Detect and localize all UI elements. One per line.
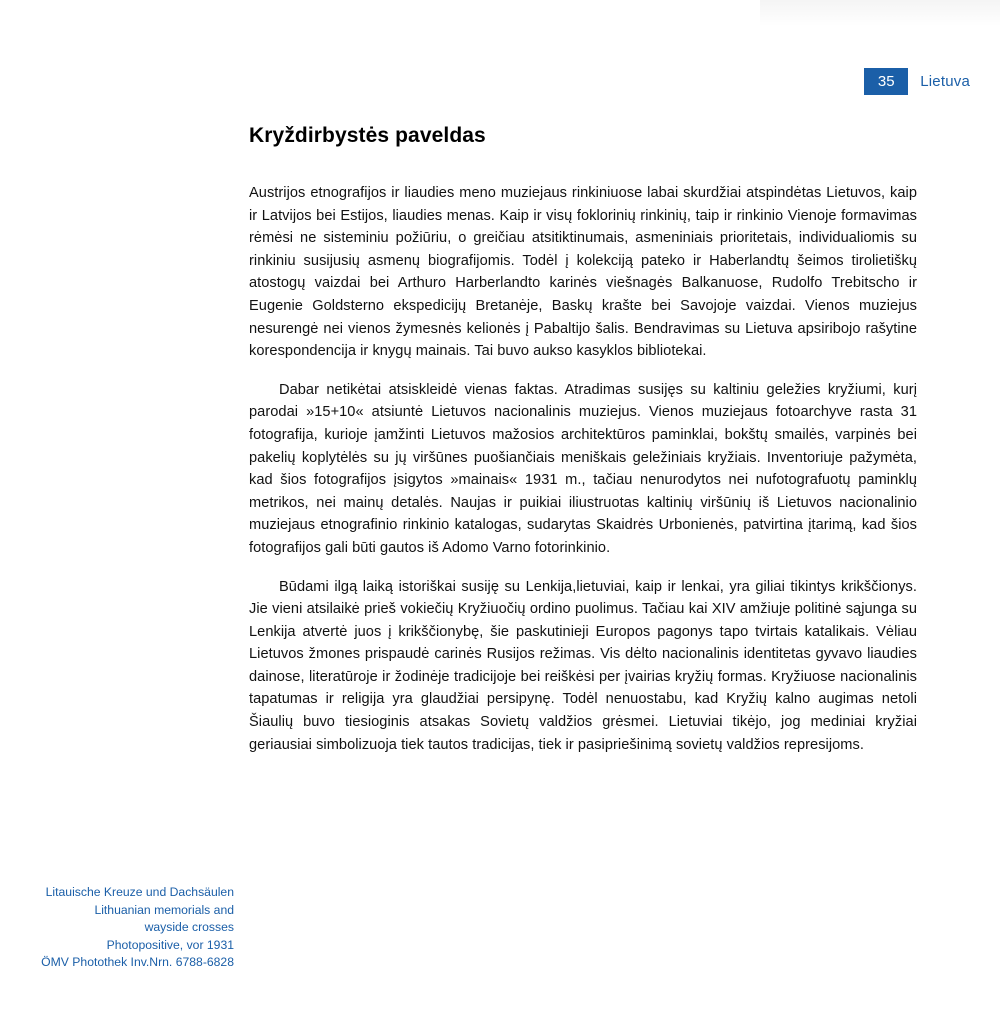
body-paragraph-2: Dabar netikėtai atsiskleidė vienas faktas. Atradimas susijęs su kaltiniu geležies kryžiumi, kurį parodai »15+10« atsiuntė Lietuvos nacionalinis muziejus. Vienos muziejaus fotoarchyve rasta 31 fotografija, kurioje įamžinti Lietuvos mažosios architektūros paminklai, bokštų smailės, varpinės bei pakelių koplytėlės su jų viršūnes puošiančiais meniškais geležiniais kryžiais. Inventoriuje pažymėta, kad šios fotografijos įsigytos »mainais« 1931 m., tačiau nenurodytos nei nufotografuotų paminklų metrikos, nei mainų detalės. Naujas ir puikiai iliustruotas kaltinių viršūnių iš Lietuvos nacionalinio muziejaus etnografinio rinkinio katalogas, sudarytas Skaidrės Urbonienės, patvirtina įtarimą, kad šios fotografijos gali būti gautos iš Adomo Varno fotorinkinio. xyxy=(249,381,917,556)
header-country-label: Lietuva xyxy=(920,73,970,90)
caption-line-1: Litauische Kreuze und Dachsäulen xyxy=(45,885,234,899)
scan-edge-artifact xyxy=(760,0,1000,26)
body-paragraph-1: Austrijos etnografijos ir liaudies meno muziejaus rinkiniuose labai skurdžiai atspindėtas Lietuvos, kaip ir Latvijos bei Estijos, liaudies menas. Kaip ir visų foklorinių rinkinių, taip ir rinkinio Vienoje formavimas rėmėsi ne sisteminiu požiūriu, o greičiau atsitiktinumais, asmeniniais prioritetais, individualiomis su rinkiniu susijusių asmenų biografijomis. Todėl į kolekciją pateko ir Haberlandtų šeimos tirolietiškų atostogų vaizdai bei Arthuro Harberlandto karinės viešnagės Balkanuose, Rudolfo Trebitscho ir Eugenie Goldsterno ekspedicijų Bretanėje, Baskų krašte bei Savojoje vaizdai. Vienos muziejus nesurengė nei vienos žymesnės kelionės į Pabaltijo šalis. Bendravimas su Lietuva apsiribojo rašytine korespondencija ir knygų mainais. Tai buvo aukso kasyklos bibliotekai. xyxy=(249,185,917,360)
page-number-badge: 35 xyxy=(864,68,908,95)
caption-line-3: wayside crosses xyxy=(144,920,234,935)
caption-line-2: Lithuanian memorials and xyxy=(94,902,234,917)
caption-line-5: ÖMV Photothek Inv.Nrn. 6788-6828 xyxy=(41,955,234,970)
body-paragraph-3: Būdami ilgą laiką istoriškai susiję su Lenkija,lietuviai, kaip ir lenkai, yra giliai tikintys krikščionys. Jie vieni atsilaikė prieš vokiečių Kryžiuočių ordino puolimus. Tačiau kai XIV amžiuje politinė sąjunga su Lenkija atvertė juos į krikščionybę, šie paskutinieji Europos pagonys tapo tvirtais katalikais. Vėliau Lietuvos žmones prispaudė carinės Rusijos režimas. Vis dėlto nacionalinis identitetas gyvavo liaudies dainose, literatūroje ir žodinėje tradicijoje bei reiškėsi per įvairias kryžių formas. Kryžiuose nacionalinis tapatumas ir religija yra glaudžiai persipynę. Todėl nenuostabu, kad Kryžių kalno augimas netoli Šiaulių buvo tiesioginis atsakas Sovietų valdžios grėsmei. Lietuviai tikėjo, jog mediniai kryžiai geriausiai simbolizuoja tiek tautos tradicijas, tiek ir pasipriešinimą sovietų valdžios represijoms. xyxy=(249,578,917,753)
article-content xyxy=(249,124,917,756)
image-caption xyxy=(20,884,234,972)
page-title: Kryždirbystės paveldas xyxy=(249,124,486,147)
page-header xyxy=(864,68,970,95)
caption-line-4: Photopositive, vor 1931 xyxy=(106,937,234,952)
